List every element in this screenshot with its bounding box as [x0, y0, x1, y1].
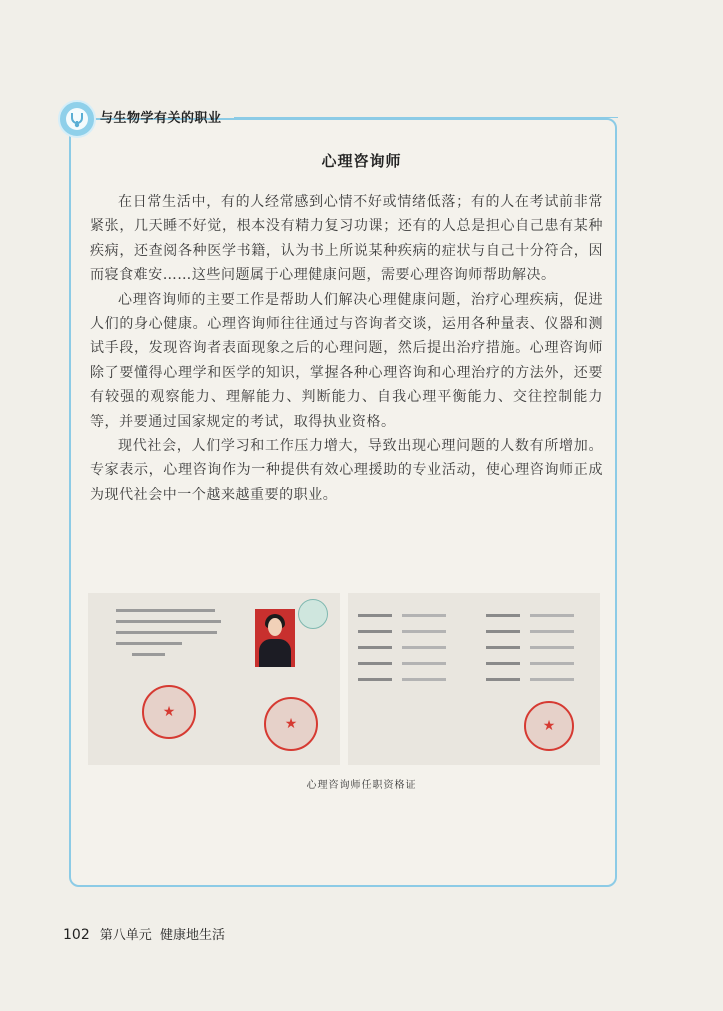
certificate-field [358, 627, 468, 637]
paragraph: 心理咨询师的主要工作是帮助人们解决心理健康问题，治疗心理疾病，促进人们的身心健康。心理咨询师往往通过与咨询者交谈，运用各种量表、仪器和测试手段，发现咨询者表面现象之后的心理问题，然后提出治疗措施。心理咨询师除了要懂得心理学和医学的知识，掌握各种心理咨询和心理治疗的方法外，还要有较强的观察能力、理解能力、判断能力、自我心理平衡能力、交往控制能力等，并要通过国家规定的考试，取得执业资格。 [90, 291, 603, 430]
certificate-field [486, 643, 596, 653]
portrait-photo [255, 609, 295, 667]
certificate-photo-right [348, 593, 600, 765]
section-label: 与生物学有关的职业 [100, 111, 222, 126]
section-badge [58, 100, 96, 138]
certificate-field [358, 643, 468, 653]
certificate-field [358, 611, 468, 621]
header-rule [234, 117, 618, 118]
paragraph: 现代社会，人们学习和工作压力增大，导致出现心理问题的人数有所增加。专家表示，心理咨询作为一种提供有效心理援助的专业活动，使心理咨询师正成为现代社会中一个越来越重要的职业。 [90, 438, 603, 503]
unit-label: 第八单元 [99, 928, 152, 943]
figure-caption: 心理咨询师任职资格证 [306, 780, 417, 791]
certificate-text-blur [116, 605, 226, 656]
photo-stamp [298, 599, 328, 629]
chapter-label: 健康地生活 [160, 928, 226, 943]
stethoscope-icon [65, 107, 89, 131]
section-header [58, 100, 618, 134]
certificate-field [358, 659, 468, 669]
red-seal-right: ★ [264, 697, 318, 751]
page-footer [63, 924, 225, 943]
article-body [90, 190, 603, 507]
red-seal: ★ [524, 701, 574, 751]
certificate-field [486, 611, 596, 621]
paragraph: 在日常生活中，有的人经常感到心情不好或情绪低落；有的人在考试前非常紧张，几天睡不好觉，根本没有精力复习功课；还有的人总是担心自己患有某种疾病，还查阅各种医学书籍，认为书上所说某种疾病的症状与自己十分符合，因而寝食难安……这些问题属于心理健康问题，需要心理咨询师帮助解决。 [90, 194, 603, 284]
red-seal-left: ★ [142, 685, 196, 739]
certificate-field [486, 675, 596, 685]
certificate-field [358, 675, 468, 685]
article-title: 心理咨询师 [321, 152, 402, 170]
certificate-photo-left [88, 593, 340, 765]
certificate-field [486, 659, 596, 669]
certificate-field [486, 627, 596, 637]
page-number: 102 [63, 927, 90, 943]
